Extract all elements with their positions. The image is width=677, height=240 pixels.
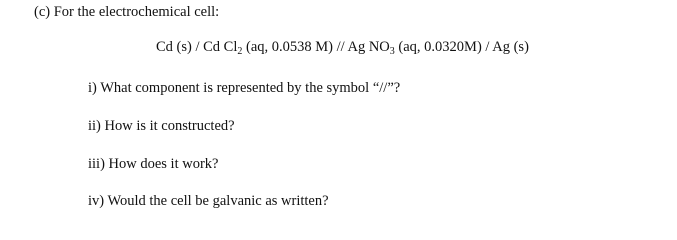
question-i: i) What component is represented by the symbol “//”? <box>88 80 401 96</box>
cell-notation-part-3: (aq, 0.0320M) / Ag (s) <box>394 39 529 55</box>
cell-notation-part-2: (aq, 0.0538 M) // Ag NO <box>242 39 390 55</box>
question-ii: ii) How is it constructed? <box>88 118 235 134</box>
question-iii: iii) How does it work? <box>88 156 219 172</box>
subscript-3: 3 <box>389 46 395 57</box>
subscript-2: 2 <box>237 46 243 57</box>
cell-notation-part-1: Cd (s) / Cd Cl <box>156 39 238 55</box>
question-iv: iv) Would the cell be galvanic as written? <box>88 193 329 209</box>
section-heading: (c) For the electrochemical cell: <box>34 4 220 20</box>
cell-notation <box>156 38 529 56</box>
